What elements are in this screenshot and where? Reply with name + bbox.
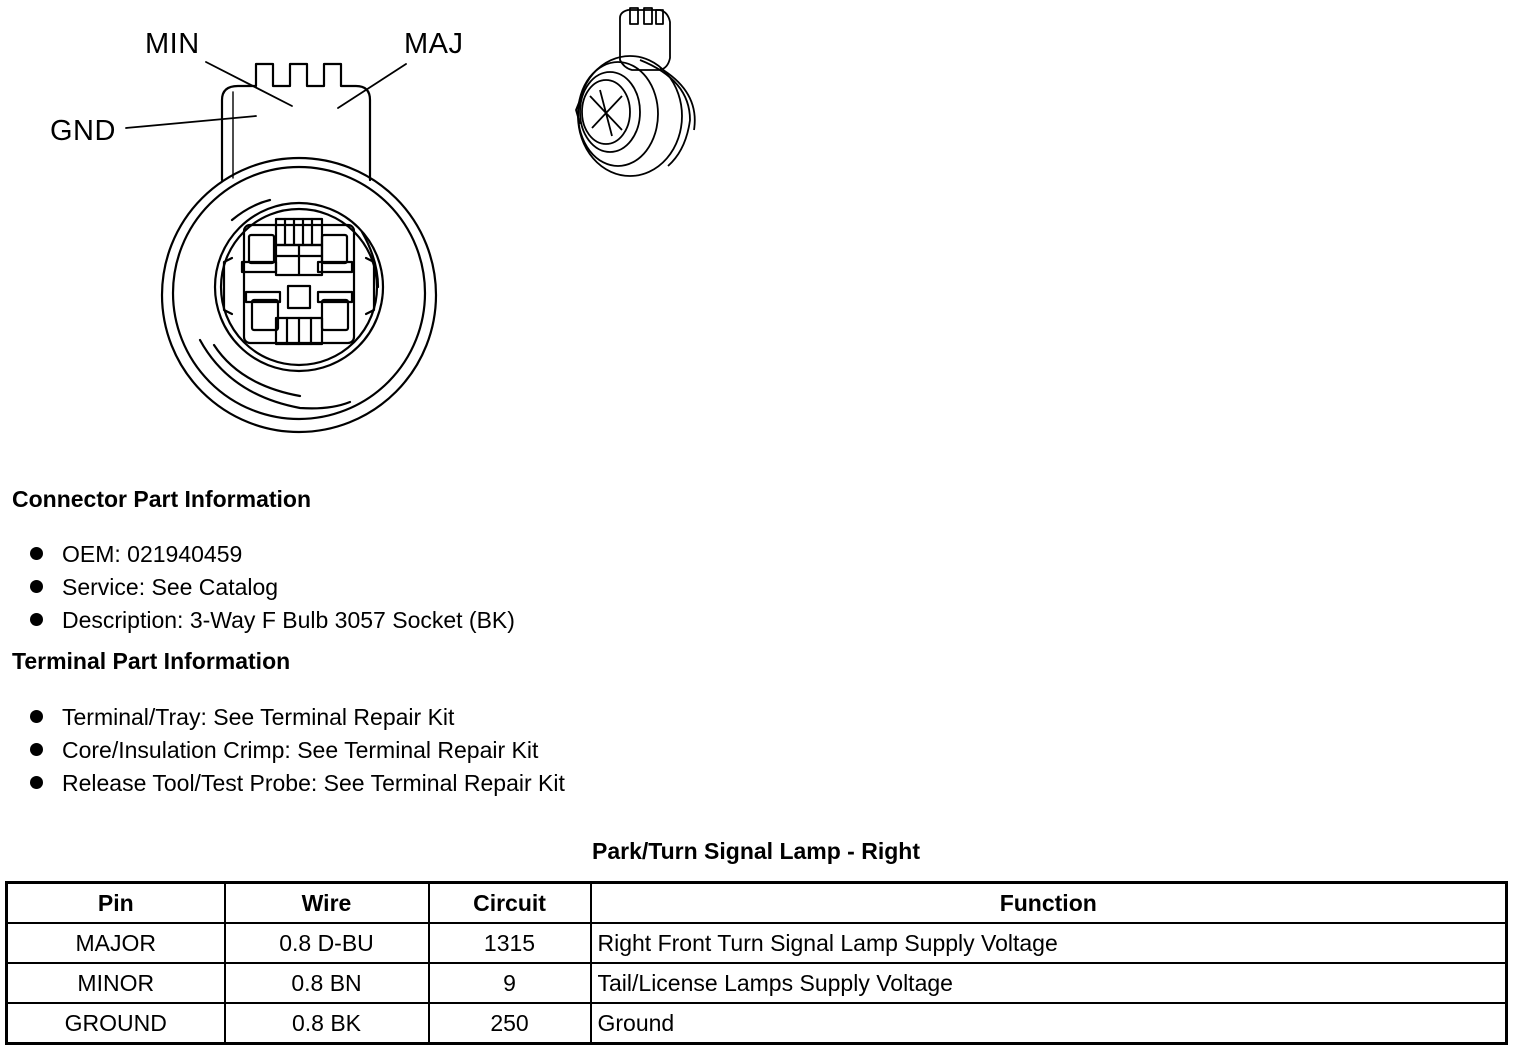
cell-function: Ground: [591, 1003, 1507, 1044]
bullet-icon: [30, 743, 43, 756]
pin-label-maj: MAJ: [404, 28, 464, 60]
cell-wire: 0.8 BN: [225, 963, 429, 1003]
connector-info-list: [28, 543, 515, 642]
bullet-icon: [30, 776, 43, 789]
bullet-icon: [30, 613, 43, 626]
pin-label-gnd: GND: [50, 115, 116, 147]
pin-table: [5, 881, 1508, 1045]
connector-diagram: [0, 0, 760, 440]
table-row: [7, 963, 1507, 1003]
bullet-icon: [30, 710, 43, 723]
header-wire: Wire: [225, 883, 429, 924]
cell-function: Tail/License Lamps Supply Voltage: [591, 963, 1507, 1003]
pin-table-title: Park/Turn Signal Lamp - Right: [592, 838, 920, 864]
pin-label-min: MIN: [145, 28, 200, 60]
connector-info-title: Connector Part Information: [12, 486, 312, 512]
bullet-icon: [30, 547, 43, 560]
header-pin: Pin: [7, 883, 225, 924]
list-item: [28, 543, 515, 576]
table-row: [7, 1003, 1507, 1044]
cell-pin: GROUND: [7, 1003, 225, 1044]
cell-circuit: 250: [429, 1003, 591, 1044]
terminal-info-title: Terminal Part Information: [12, 648, 291, 674]
cell-pin: MAJOR: [7, 923, 225, 963]
cell-circuit: 9: [429, 963, 591, 1003]
cell-function: Right Front Turn Signal Lamp Supply Voltage: [591, 923, 1507, 963]
connector-face-drawing: [0, 0, 760, 440]
header-circuit: Circuit: [429, 883, 591, 924]
connector-info-service: Service: See Catalog: [62, 574, 279, 600]
table-row: [7, 923, 1507, 963]
terminal-info-crimp: Core/Insulation Crimp: See Terminal Repair Kit: [62, 737, 539, 763]
connector-info-description: Description: 3-Way F Bulb 3057 Socket (BK): [62, 607, 515, 633]
bullet-icon: [30, 580, 43, 593]
terminal-info-tray: Terminal/Tray: See Terminal Repair Kit: [62, 704, 455, 730]
socket-iso-view: [576, 8, 695, 176]
list-item: [28, 609, 515, 642]
terminal-info-list: [28, 706, 565, 805]
header-function: Function: [591, 883, 1507, 924]
cell-circuit: 1315: [429, 923, 591, 963]
table-header-row: [7, 883, 1507, 924]
cell-wire: 0.8 D-BU: [225, 923, 429, 963]
cell-wire: 0.8 BK: [225, 1003, 429, 1044]
list-item: [28, 772, 565, 805]
list-item: [28, 706, 565, 739]
terminal-info-release-tool: Release Tool/Test Probe: See Terminal Repair Kit: [62, 770, 565, 796]
cell-pin: MINOR: [7, 963, 225, 1003]
connector-info-oem: OEM: 021940459: [62, 541, 243, 567]
list-item: [28, 739, 565, 772]
list-item: [28, 576, 515, 609]
